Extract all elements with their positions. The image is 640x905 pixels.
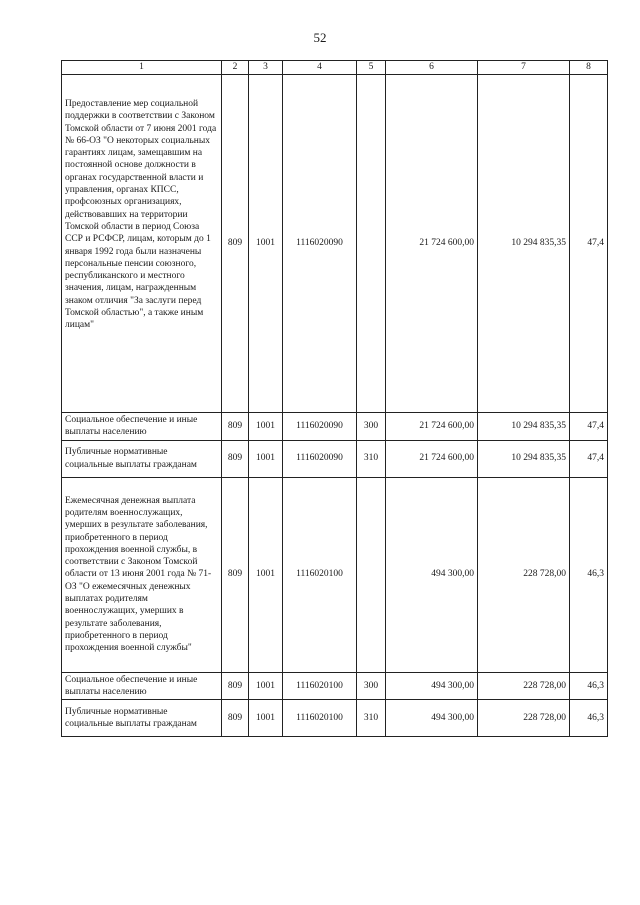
table-header-row [62,61,608,75]
row-name-cell: Ежемесячная денежная выплата родителям военнослужащих, умерших в результате заболевания, приобретенного в период прохождения военной службы, в соответствии с Законом Томской области от 13 июня 2001 года № 71-ОЗ "О ежемесячных денежных выплатах родителям военнослужащих, умерших в результате заболевания, приобретенного в период прохождения военной службы" [62,477,222,672]
plan-amount-cell: 21 724 600,00 [386,413,478,441]
header-cell: 7 [478,61,570,75]
plan-amount-cell: 21 724 600,00 [386,440,478,477]
actual-amount-cell: 228 728,00 [478,700,570,737]
percent-cell: 46,3 [570,700,608,737]
plan-amount-cell: 494 300,00 [386,700,478,737]
percent-cell: 47,4 [570,75,608,413]
table-row [62,672,608,700]
header-cell: 3 [249,61,283,75]
plan-amount-cell: 494 300,00 [386,672,478,700]
section-code-cell: 1001 [249,440,283,477]
section-code-cell: 1001 [249,75,283,413]
percent-cell: 47,4 [570,440,608,477]
ministry-code-cell: 809 [222,413,249,441]
ministry-code-cell: 809 [222,75,249,413]
target-article-cell: 1116020090 [283,75,357,413]
target-article-cell: 1116020090 [283,413,357,441]
target-article-cell: 1116020090 [283,440,357,477]
ministry-code-cell: 809 [222,440,249,477]
section-code-cell: 1001 [249,700,283,737]
section-code-cell: 1001 [249,413,283,441]
target-article-cell: 1116020100 [283,700,357,737]
row-name-cell: Публичные нормативные социальные выплаты гражданам [62,700,222,737]
target-article-cell: 1116020100 [283,672,357,700]
header-cell: 1 [62,61,222,75]
section-code-cell: 1001 [249,672,283,700]
actual-amount-cell: 228 728,00 [478,477,570,672]
percent-cell: 47,4 [570,413,608,441]
actual-amount-cell: 10 294 835,35 [478,75,570,413]
section-code-cell: 1001 [249,477,283,672]
row-name-cell: Социальное обеспечение и иные выплаты населению [62,672,222,700]
actual-amount-cell: 10 294 835,35 [478,413,570,441]
header-cell: 2 [222,61,249,75]
plan-amount-cell: 21 724 600,00 [386,75,478,413]
expense-type-cell: 300 [357,672,386,700]
header-cell: 5 [357,61,386,75]
expense-type-cell: 300 [357,413,386,441]
table-row [62,440,608,477]
row-name-cell: Социальное обеспечение и иные выплаты населению [62,413,222,441]
expense-type-cell [357,75,386,413]
percent-cell: 46,3 [570,477,608,672]
header-cell: 4 [283,61,357,75]
percent-cell: 46,3 [570,672,608,700]
expense-type-cell: 310 [357,440,386,477]
header-cell: 6 [386,61,478,75]
ministry-code-cell: 809 [222,700,249,737]
actual-amount-cell: 10 294 835,35 [478,440,570,477]
page-number: 52 [313,30,327,45]
plan-amount-cell: 494 300,00 [386,477,478,672]
budget-table [61,60,608,737]
expense-type-cell [357,477,386,672]
actual-amount-cell: 228 728,00 [478,672,570,700]
target-article-cell: 1116020100 [283,477,357,672]
ministry-code-cell: 809 [222,477,249,672]
row-name-cell: Предоставление мер социальной поддержки в соответствии с Законом Томской области от 7 июня 2001 года № 66-ОЗ "О некоторых социальных гарантиях лицам, замещавшим на постоянной основе должности в органах государственной власти и управления, органах КПСС, профсоюзных организациях, действовавших на территории Томской области в период Союза ССР и РСФСР, лицам, которым до 1 января 1992 года были назначены персональные пенсии союзного, республиканского и местного значения, лицам, награжденным знаком отличия "За заслуги перед Томской областью", а также иным лицам" [62,75,222,413]
table-row [62,477,608,672]
header-cell: 8 [570,61,608,75]
ministry-code-cell: 809 [222,672,249,700]
table-row [62,700,608,737]
expense-type-cell: 310 [357,700,386,737]
row-name-cell: Публичные нормативные социальные выплаты гражданам [62,440,222,477]
table-row [62,75,608,413]
table-row [62,413,608,441]
